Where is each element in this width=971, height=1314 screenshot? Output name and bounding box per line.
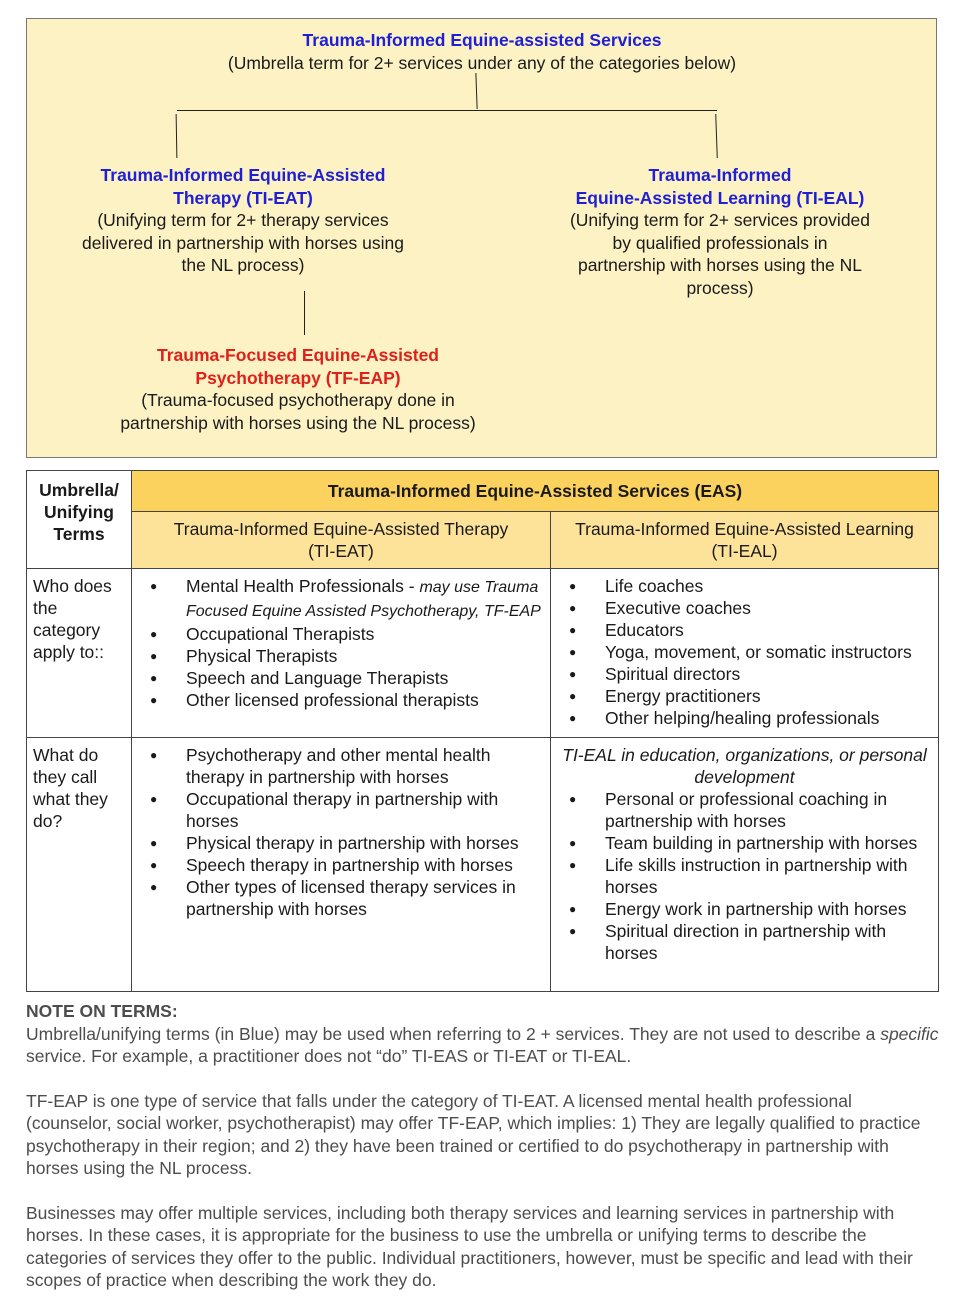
node-tf-eap-desc-line1: (Trauma-focused psychotherapy done in	[141, 390, 455, 410]
row-who-ti-eal-list	[551, 569, 938, 737]
table-subheader-row	[27, 512, 939, 569]
row-what-ti-eal-cell	[551, 738, 939, 992]
table-row-who	[27, 569, 939, 738]
node-ti-eal-desc-line2: by qualified professionals in	[612, 232, 828, 253]
list-item: ● Other helping/healing professionals	[551, 707, 936, 729]
node-ti-eas-desc: (Umbrella term for 2+ services under any of the categories below)	[227, 52, 737, 73]
list-item: ● Other licensed professional therapists	[132, 689, 544, 711]
note-p1-emphasis: specific	[880, 1023, 939, 1044]
list-item: ● Speech therapy in partnership with horses	[132, 854, 544, 876]
hierarchy-diagram	[26, 18, 937, 458]
connector-tf-eap-vertical	[304, 291, 305, 335]
list-item: ● Physical therapy in partnership with horses	[132, 832, 544, 854]
ti-eat-header-line2: (TI-EAT)	[308, 541, 374, 561]
list-item: ● Other types of licensed therapy services in partnership with horses	[132, 876, 544, 920]
ti-eal-header-line2: (TI-EAL)	[711, 541, 778, 561]
row-what-ti-eal-list	[551, 788, 938, 972]
connector-left-vertical	[176, 114, 178, 158]
corner-line3: Terms	[53, 524, 105, 544]
node-ti-eat-desc-line1: (Unifying term for 2+ therapy services	[97, 210, 389, 230]
note-paragraph-3: Businesses may offer multiple services, including both therapy services and learning services in partnership with horses. In these cases, it is appropriate for the business to use the umbrella or unifying terms to describe the categories of services they offer to the public. Individual practitioners, however, must be specific and lead with their scopes of practice when describing the work they do.	[26, 1202, 913, 1290]
list-item: ● Spiritual direction in partnership with horses	[551, 920, 936, 964]
note-paragraph-2: TF-EAP is one type of service that falls under the category of TI-EAT. A licensed mental health professional (counselor, social worker, psychotherapist) may offer TF-EAP, which implies: 1) They are legally qualified to practice psychotherapy in their region; and 2) they have been trained or certified to do psychotherapy in partnership with horses using the NL process.	[26, 1090, 921, 1178]
ti-eal-context-note: TI-EAL in education, organizations, or personal development	[562, 745, 927, 787]
node-ti-eat-desc-line2: delivered in partnership with horses using	[82, 232, 404, 253]
node-ti-eas	[187, 29, 777, 74]
list-item: ● Speech and Language Therapists	[132, 667, 544, 689]
node-ti-eal-desc-line1: (Unifying term for 2+ services provided	[569, 210, 871, 230]
list-item: ● Physical Therapists	[132, 645, 544, 667]
list-item: ● Occupational Therapists	[132, 623, 544, 645]
node-ti-eal-desc-line3: partnership with horses using the NL	[577, 255, 863, 275]
row-who-ti-eat-cell	[132, 569, 551, 738]
services-table	[26, 470, 939, 992]
eas-header-cell: Trauma-Informed Equine-Assisted Services (EAS)	[132, 471, 939, 512]
notes-section	[26, 1000, 941, 1314]
note-paragraph-1	[26, 1000, 941, 1068]
connector-top-vertical	[475, 73, 477, 109]
node-ti-eat-title-line2: Therapy (TI-EAT)	[173, 187, 313, 208]
note-p1-text-a: Umbrella/unifying terms (in Blue) may be used when referring to 2 + services. They are not used to describe a	[26, 1023, 881, 1044]
node-ti-eat-title-line1: Trauma-Informed Equine-Assisted	[100, 165, 386, 185]
list-item: ● Energy practitioners	[551, 685, 936, 707]
node-ti-eat-desc-line3: the NL process)	[181, 255, 305, 275]
node-ti-eas-title: Trauma-Informed Equine-assisted Services	[302, 30, 662, 50]
list-item: ● Energy work in partnership with horses	[551, 898, 936, 920]
list-item	[132, 575, 544, 623]
list-item-note: may use Trauma Focused Equine Assisted Psychotherapy, TF-EAP	[186, 579, 541, 620]
list-item: ● Occupational therapy in partnership with horses	[132, 788, 544, 832]
ti-eat-header-line1: Trauma-Informed Equine-Assisted Therapy	[173, 519, 509, 539]
node-ti-eal	[539, 164, 901, 299]
ti-eat-header-cell	[132, 512, 551, 569]
corner-line1: Umbrella/	[39, 480, 119, 500]
ti-eal-header-cell	[551, 512, 939, 569]
notes-title: NOTE ON TERMS:	[26, 1001, 178, 1021]
list-item-text: Mental Health Professionals -	[186, 576, 420, 596]
row-who-ti-eal-cell	[551, 569, 939, 738]
list-item: ● Spiritual directors	[551, 663, 936, 685]
row-who-label: Who does the category apply to::	[27, 569, 132, 738]
list-item: ● Educators	[551, 619, 936, 641]
row-what-label: What do they call what they do?	[27, 738, 132, 992]
list-item: ● Executive coaches	[551, 597, 936, 619]
ti-eal-header-line1: Trauma-Informed Equine-Assisted Learning	[575, 519, 914, 539]
corner-line2: Unifying	[44, 502, 114, 522]
list-item: ● Life coaches	[551, 575, 936, 597]
row-what-ti-eat-cell	[132, 738, 551, 992]
node-tf-eap-title-line2: Psychotherapy (TF-EAP)	[195, 367, 401, 388]
node-ti-eat	[47, 164, 439, 277]
node-tf-eap-desc-line2: partnership with horses using the NL process)	[120, 412, 476, 433]
node-ti-eal-title-line2: Equine-Assisted Learning (TI-EAL)	[575, 187, 865, 208]
connector-horizontal	[177, 110, 717, 111]
row-who-ti-eat-list	[132, 569, 550, 719]
list-item: ● Team building in partnership with horses	[551, 832, 936, 854]
node-tf-eap-title-line1: Trauma-Focused Equine-Assisted	[156, 345, 439, 365]
connector-right-vertical	[715, 114, 718, 158]
node-ti-eal-title-line1: Trauma-Informed	[648, 165, 792, 185]
node-ti-eal-desc-line4: process)	[686, 277, 754, 298]
table-row-what	[27, 738, 939, 992]
note-p1-text-b: service. For example, a practitioner does not “do” TI-EAS or TI-EAT or TI-EAL.	[26, 1046, 632, 1066]
table-header-row	[27, 471, 939, 512]
node-tf-eap	[87, 344, 509, 434]
list-item: ● Life skills instruction in partnership with horses	[551, 854, 936, 898]
list-item: ● Personal or professional coaching in partnership with horses	[551, 788, 936, 832]
list-item: ● Psychotherapy and other mental health therapy in partnership with horses	[132, 744, 544, 788]
list-item: ● Yoga, movement, or somatic instructors	[551, 641, 936, 663]
corner-cell	[27, 471, 132, 569]
row-what-ti-eat-list	[132, 738, 550, 928]
